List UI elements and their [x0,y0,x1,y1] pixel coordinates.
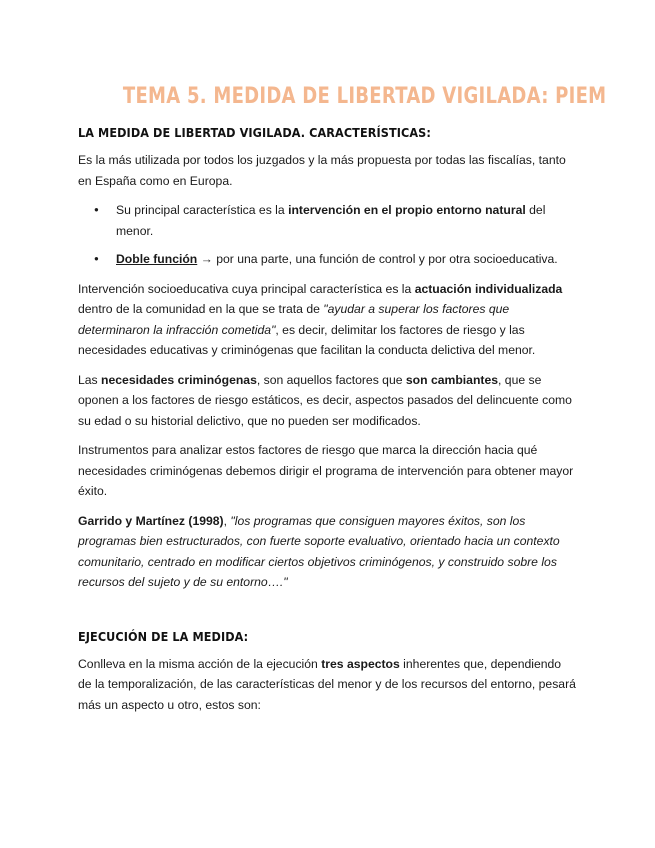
text-run: , son aquellos factores que [256,372,406,387]
text-run: Intervención socioeducativa cuya principal característica es la [78,281,415,296]
section-heading-characteristics: LA MEDIDA DE LIBERTAD VIGILADA. CARACTERÍSTICAS: [78,125,431,140]
list-item [116,249,577,270]
paragraph-intervention [78,279,577,361]
bullet-text: del menor. [116,203,546,238]
section-heading-execution: EJECUCIÓN DE LA MEDIDA: [78,628,249,644]
bullet-text: → por una parte, una función de control y por otra socioeducativa. [197,252,558,266]
italic-run: "los programas que consiguen mayores éxitos, son los programas bien estructurados, con fuerte soporte evaluativo, orientado hacia un contexto comunitario, centrado en modificar ciertos objetivos criminógenos, y construido sobre los recursos del sujeto y de su entorno…." [78,513,560,589]
italic-run: "ayudar a superar los factores que determinaron la infracción cometida" [78,302,510,337]
text-run: dentro de la comunidad en la que se trata de [78,302,324,316]
document-title: TEMA 5. MEDIDA DE LIBERTAD VIGILADA: PIEM [122,84,607,109]
bullet-text: Su principal característica es la [116,203,289,217]
bold-run: Garrido y Martínez (1998) [78,513,224,528]
text-run: , [223,513,231,528]
text-run: , es decir, delimitar los factores de riesgo y las necesidades educativas y criminógenas que facilitan la conducta delictiva del menor. [78,322,536,357]
paragraph-quote [78,511,577,593]
text-run: inherentes que, dependiendo de la temporalización, de las características del menor y de los recursos del entorno, pesará más un aspecto u otro, estos son: [78,656,576,712]
intro-paragraph: Es la más utilizada por todos los juzgados y la más propuesta por todas las fiscalías, tanto en España como en Europa. [78,153,566,188]
characteristics-list [78,200,577,270]
text-run: , que se oponen a los factores de riesgo estáticos, es decir, aspectos pasados del delincuente como su edad o su historial delictivo, que no pueden ser modificados. [78,372,572,428]
list-item [116,200,577,241]
bullet-bold-text: Doble función [116,252,198,266]
paragraph-instruments: Instrumentos para analizar estos factores de riesgo que marca la dirección hacia qué necesidades criminógenas debemos dirigir el programa de intervención para obtener mayor éxito. [78,443,574,498]
paragraph-criminogenic-needs [78,370,577,432]
paragraph-execution [78,654,577,716]
text-run: Conlleva en la misma acción de la ejecución [78,656,322,671]
bold-run: tres aspectos [321,656,400,671]
bold-run: actuación individualizada [414,281,563,296]
bold-run: necesidades criminógenas [101,372,257,387]
bold-run: son cambiantes [405,372,499,387]
text-run: Las [78,372,102,387]
bullet-bold-text: intervención en el propio entorno natural [288,203,526,217]
